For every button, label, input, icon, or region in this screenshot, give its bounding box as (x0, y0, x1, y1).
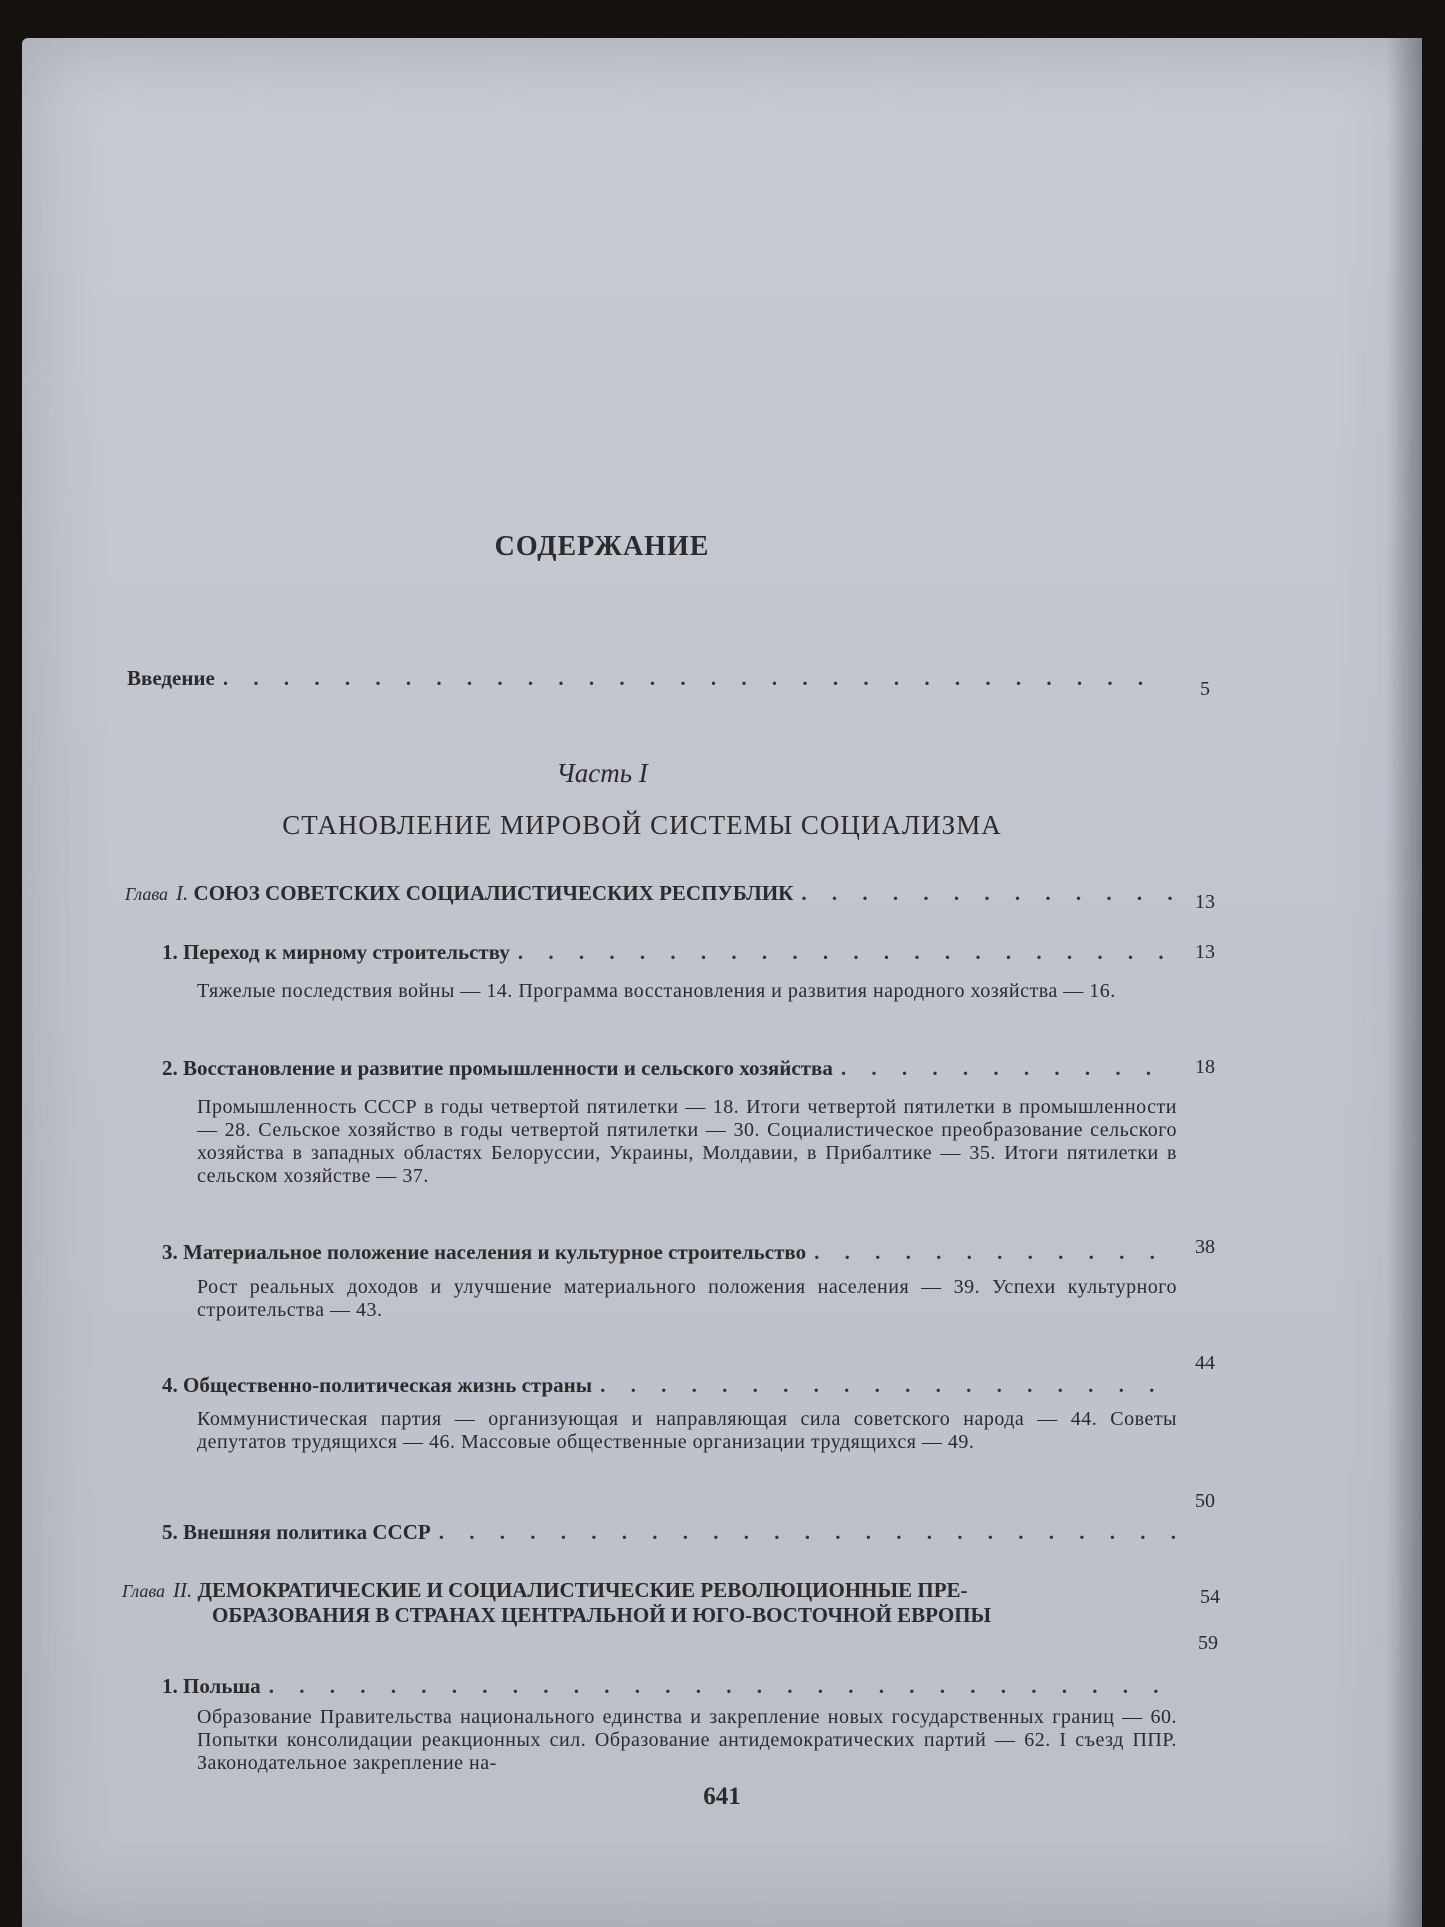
chapter-2-title-line1: ДЕМОКРАТИЧЕСКИЕ И СОЦИАЛИСТИЧЕСКИЕ РЕВОЛЮЦИОННЫЕ ПРЕ- (197, 1578, 968, 1602)
toc-intro[interactable] (127, 666, 1167, 691)
chapter-2-title-line2: ОБРАЗОВАНИЯ В СТРАНАХ ЦЕНТРАЛЬНОЙ И ЮГО-ВОСТОЧНОЙ ЕВРОПЫ (212, 1603, 992, 1627)
section-label: 1. Переход к мирному строительству (162, 940, 510, 964)
leader-dots (841, 1056, 1177, 1081)
leader-dots (269, 1674, 1177, 1699)
section-label: 2. Восстановление и развитие промышленности и сельского хозяйства (162, 1056, 833, 1080)
part-label: Часть I (556, 758, 648, 788)
toc-chapter-1[interactable] (125, 881, 1175, 906)
page-number: 641 (703, 1783, 741, 1810)
toc-section-2-1[interactable] (162, 1674, 1177, 1699)
toc-intro-label: Введение (127, 666, 215, 690)
leader-dots (439, 1520, 1177, 1545)
leader-dots (801, 881, 1175, 906)
leader-dots (600, 1373, 1177, 1398)
toc-section-1-2[interactable] (162, 1056, 1177, 1081)
toc-section-1-4[interactable] (162, 1373, 1177, 1398)
section-label: 4. Общественно-политическая жизнь страны (162, 1373, 593, 1397)
chapter-prefix: Глава (125, 884, 169, 904)
section-summary: Образование Правительства национального единства и закрепление новых государственных границ — 60. Попытки консолидации реакционных сил. Образование антидемократических партий — 62. I съезд ППР. Законодательное закрепление на- (197, 1706, 1177, 1774)
chapter-1-title: СОЮЗ СОВЕТСКИХ СОЦИАЛИСТИЧЕСКИХ РЕСПУБЛИК (193, 881, 794, 905)
section-label: 5. Внешняя политика СССР (162, 1520, 431, 1544)
leader-dots (223, 666, 1167, 691)
section-label: 3. Материальное положение населения и культурное строительство (162, 1240, 807, 1264)
chapter-1-heading (125, 881, 793, 906)
section-page: 59 (1198, 1632, 1218, 1654)
section-page: 13 (1195, 941, 1215, 963)
chapter-number: I. (176, 881, 189, 905)
chapter-prefix: Глава (122, 1581, 166, 1601)
toc-intro-page: 5 (1200, 678, 1210, 700)
section-summary: Коммунистическая партия — организующая и направляющая сила советского народа — 44. Советы депутатов трудящихся — 46. Массовые общественные организации трудящихся — 49. (197, 1408, 1177, 1453)
chapter-1-page: 13 (1195, 891, 1215, 913)
section-summary: Тяжелые последствия войны — 14. Программа восстановления и развития народного хозяйства — 16. (197, 980, 1116, 1002)
book-page (22, 38, 1422, 1927)
part-title: СТАНОВЛЕНИЕ МИРОВОЙ СИСТЕМЫ СОЦИАЛИЗМА (282, 810, 1002, 840)
toc-section-1-5[interactable] (162, 1520, 1177, 1545)
chapter-2-page: 54 (1200, 1586, 1220, 1608)
chapter-2-heading-line1 (122, 1578, 991, 1603)
section-page: 38 (1195, 1236, 1215, 1258)
section-summary: Рост реальных доходов и улучшение материального положения населения — 39. Успехи культурного строительства — 43. (197, 1276, 1177, 1321)
toc-chapter-2[interactable] (122, 1578, 991, 1627)
leader-dots (814, 1240, 1177, 1265)
page-spine-shadow (1387, 38, 1422, 1927)
section-page: 44 (1195, 1352, 1215, 1374)
leader-dots (518, 940, 1177, 965)
chapter-number: II. (173, 1578, 193, 1602)
toc-section-1-1[interactable] (162, 940, 1177, 965)
section-page: 50 (1195, 1490, 1215, 1512)
page-title: СОДЕРЖАНИЕ (494, 531, 710, 562)
section-label: 1. Польша (162, 1674, 261, 1698)
section-summary: Промышленность СССР в годы четвертой пятилетки — 18. Итоги четвертой пятилетки в промышленности — 28. Сельское хозяйство в годы четвертой пятилетки — 30. Социалистическое преобразование сельского хозяйства в западных областях Белоруссии, Украины, Молдавии, в Прибалтике — 35. Итоги пятилетки в сельском хозяйстве — 37. (197, 1096, 1177, 1187)
section-page: 18 (1195, 1056, 1215, 1078)
toc-section-1-3[interactable] (162, 1240, 1177, 1265)
